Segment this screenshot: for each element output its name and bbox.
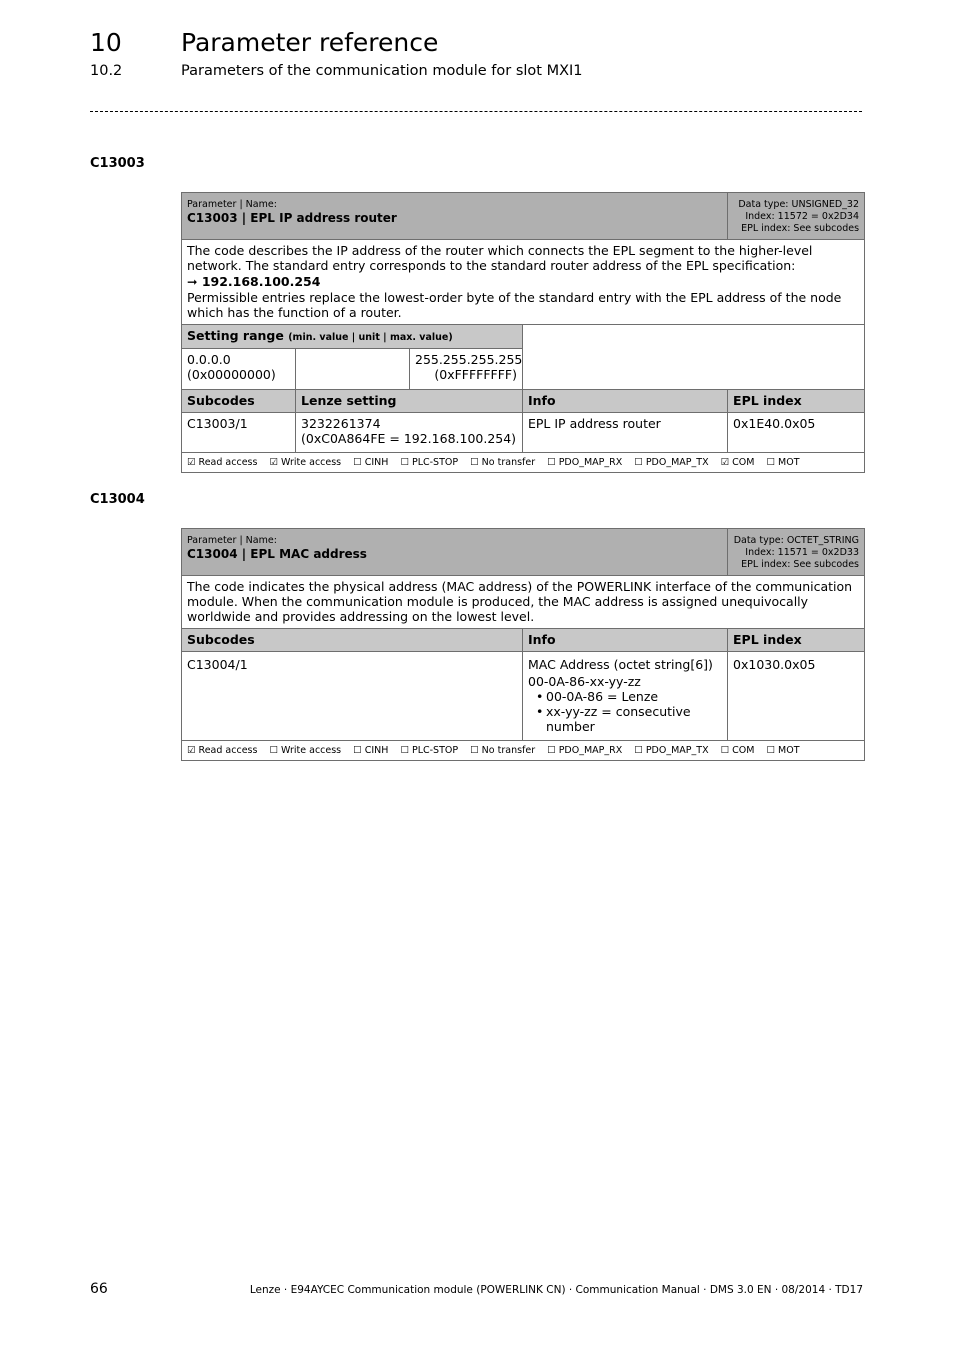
access-pdo-map-tx: ☐ PDO_MAP_TX: [634, 457, 709, 468]
setting-range-header: [182, 325, 865, 349]
setting-range-label: Setting range: [187, 328, 284, 343]
description-text: The code describes the IP address of the router which connects the EPL segment to the higher-level network. The standard entry corresponds to the standard router address of the EPL specification:: [187, 243, 813, 273]
subcode: C13003/1: [182, 413, 296, 453]
subcode-epl-index: 0x1E40.0x05: [728, 413, 865, 453]
section-title: Parameters of the communication module for slot MXI1: [181, 63, 583, 79]
description-row: [182, 240, 865, 325]
parameter-name: C13004 | EPL MAC address: [187, 547, 367, 561]
access-write: ☑ Write access: [269, 457, 342, 468]
subcode-epl-index: 0x1030.0x05: [728, 652, 865, 741]
access-plc-stop: ☐ PLC-STOP: [400, 457, 459, 468]
subcodes-header: [182, 390, 865, 413]
footer-text: Lenze · E94AYCEC Communication module (POWERLINK CN) · Communication Manual · DMS 3.0 EN · 08/2014 · TD17: [249, 1284, 863, 1296]
description-text-2: Permissible entries replace the lowest-order byte of the standard entry with the EPL address of the node which has the function of a router.: [187, 290, 842, 320]
access-row: [182, 741, 865, 761]
subcode-info: EPL IP address router: [523, 413, 728, 453]
chapter-title: Parameter reference: [181, 28, 439, 57]
subcode-row: [182, 413, 865, 453]
max-value: 255.255.255.255 (0xFFFFFFFF): [410, 349, 523, 390]
parameter-index: Index: 11571 = 0x2D33: [745, 547, 860, 558]
access-row: [182, 453, 865, 473]
parameter-name: C13003 | EPL IP address router: [187, 211, 397, 225]
col-info: Info: [523, 629, 728, 652]
col-info: Info: [523, 390, 728, 413]
access-mot: ☐ MOT: [766, 745, 800, 756]
info-bullet-list: [536, 689, 722, 734]
epl-index-note: EPL index: See subcodes: [741, 223, 860, 234]
access-pdo-map-rx: ☐ PDO_MAP_RX: [547, 457, 623, 468]
access-read: ☑ Read access: [187, 457, 258, 468]
access-read: ☑ Read access: [187, 745, 258, 756]
data-type: Data type: OCTET_STRING: [733, 535, 860, 546]
epl-index-note: EPL index: See subcodes: [741, 559, 860, 570]
col-subcodes: Subcodes: [182, 629, 523, 652]
access-mot: ☐ MOT: [766, 457, 800, 468]
access-cinh: ☐ CINH: [353, 745, 389, 756]
page-number: 66: [90, 1281, 108, 1297]
access-cinh: ☐ CINH: [353, 457, 389, 468]
access-plc-stop: ☐ PLC-STOP: [400, 745, 459, 756]
col-epl-index: EPL index: [728, 629, 865, 652]
standard-address: ➞ 192.168.100.254: [187, 274, 321, 289]
description-row: [182, 576, 865, 629]
subcode-row: [182, 652, 865, 741]
parameter-label: Parameter | Name:: [187, 535, 277, 546]
access-com: ☑ COM: [720, 457, 755, 468]
access-no-transfer: ☐ No transfer: [470, 745, 536, 756]
access-com: ☐ COM: [720, 745, 755, 756]
min-value: 0.0.0.0 (0x00000000): [182, 349, 296, 390]
parameter-table-c13004: [181, 528, 865, 761]
setting-range-sublabel: (min. value | unit | max. value): [288, 332, 453, 343]
info-bullet: • xx-yy-zz = consecutive number: [536, 704, 696, 734]
code-heading-c13003: C13003: [90, 156, 145, 171]
header-divider: [90, 111, 862, 112]
parameter-index: Index: 11572 = 0x2D34: [745, 211, 860, 222]
access-no-transfer: ☐ No transfer: [470, 457, 536, 468]
subcode-info: MAC Address (octet string[6]) 00-0A-86-xx-yy-zz • 00-0A-86 = Lenze • xx-yy-zz = consecutive number: [523, 652, 728, 741]
col-epl-index: EPL index: [728, 390, 865, 413]
unit: [296, 349, 410, 390]
empty-cell: [523, 325, 865, 390]
section-number: 10.2: [90, 63, 123, 79]
description-text: The code indicates the physical address (MAC address) of the POWERLINK interface of the communication module. When the communication module is produced, the MAC address is assigned unequivocally worldwide and provides addressing on the lowest level.: [187, 579, 853, 624]
access-pdo-map-rx: ☐ PDO_MAP_RX: [547, 745, 623, 756]
info-bullet: • 00-0A-86 = Lenze: [536, 689, 722, 704]
col-lenze-setting: Lenze setting: [296, 390, 523, 413]
code-heading-c13004: C13004: [90, 492, 145, 507]
parameter-header: [182, 193, 865, 240]
parameter-header: [182, 529, 865, 576]
chapter-number: 10: [90, 28, 122, 57]
col-subcodes: Subcodes: [182, 390, 296, 413]
access-pdo-map-tx: ☐ PDO_MAP_TX: [634, 745, 709, 756]
access-write: ☐ Write access: [269, 745, 342, 756]
parameter-table-c13003: [181, 192, 865, 473]
data-type: Data type: UNSIGNED_32: [738, 199, 860, 210]
lenze-setting: 3232261374 (0xC0A864FE = 192.168.100.254): [296, 413, 523, 453]
subcode: C13004/1: [182, 652, 523, 741]
subcodes-header: [182, 629, 865, 652]
parameter-label: Parameter | Name:: [187, 199, 277, 210]
